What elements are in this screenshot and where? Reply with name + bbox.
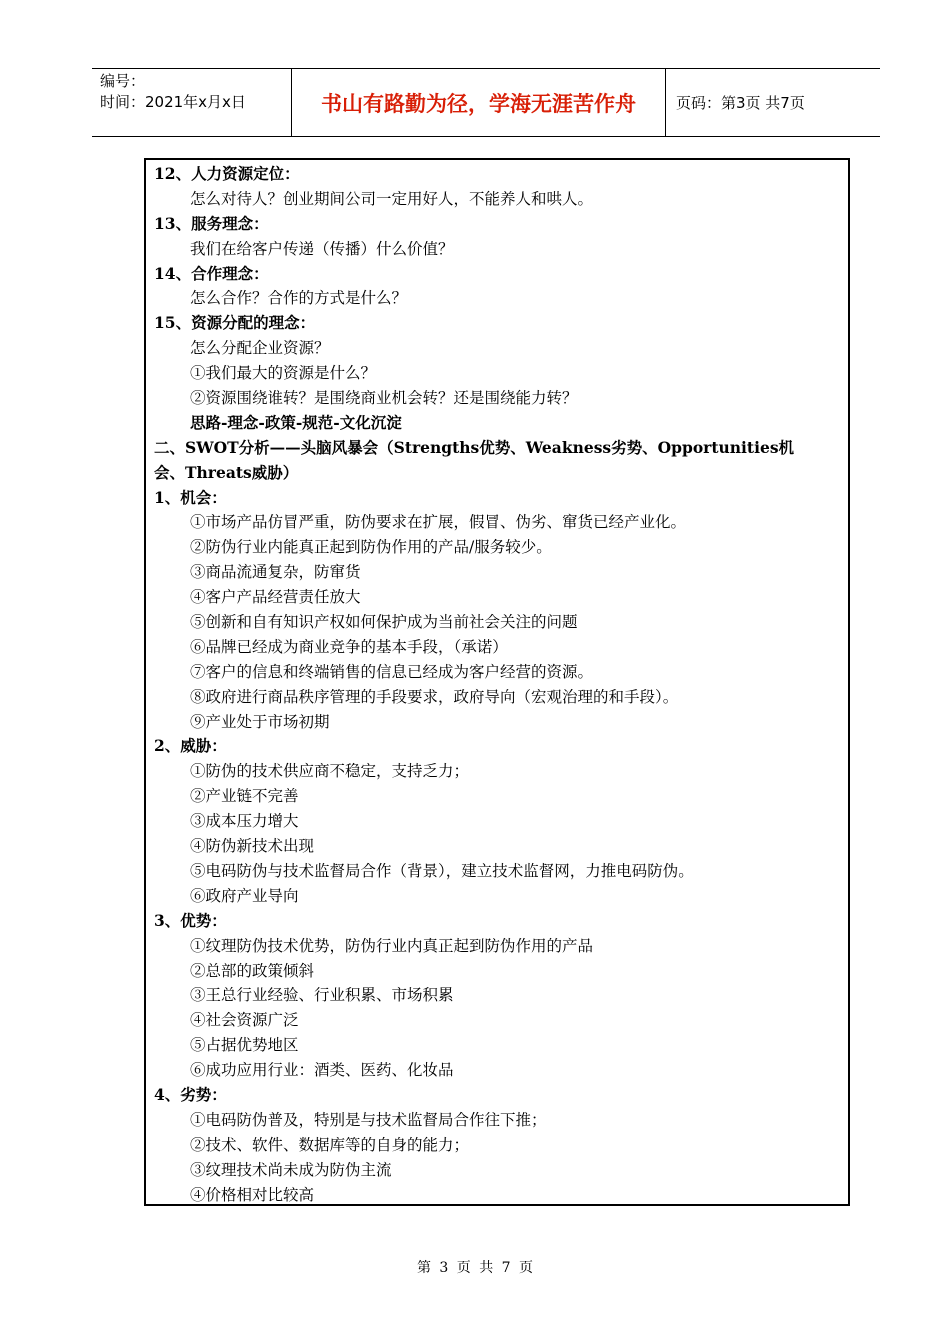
content-line: ①电码防伪普及，特别是与技术监督局合作往下推； [190, 1110, 547, 1129]
content-line: ⑧政府进行商品秩序管理的手段要求，政府导向（宏观治理的和手段）。 [190, 687, 679, 706]
header-number-label: 编号： [100, 72, 146, 90]
content-line: ②技术、软件、数据库等的自身的能力； [190, 1135, 470, 1154]
section-heading: 13、服务理念： [154, 213, 269, 233]
content-line: ③王总行业经验、行业积累、市场积累 [190, 986, 454, 1005]
section-heading: 14、合作理念： [154, 263, 269, 283]
section-heading: 1、机会： [154, 487, 227, 507]
section-heading: 4、劣势： [154, 1084, 227, 1104]
section-heading: 思路-理念-政策-规范-文化沉淀 [190, 412, 402, 432]
section-heading: 15、资源分配的理念： [154, 313, 316, 333]
header-page-info: 页码：第3页 共7页 [676, 94, 805, 112]
content-line: ④防伪新技术出现 [190, 837, 315, 856]
content-line: ④客户产品经营责任放大 [190, 588, 361, 607]
header-motto: 书山有路勤为径，学海无涯苦作舟 [292, 69, 666, 136]
content-line: ②防伪行业内能真正起到防伪作用的产品/服务较少。 [190, 538, 552, 557]
section-heading: 3、优势： [154, 910, 227, 930]
header-meta [92, 69, 292, 136]
content-line: ②总部的政策倾斜 [190, 961, 315, 980]
content-line: 怎么对待人？创业期间公司一定用好人，不能养人和哄人。 [190, 189, 594, 208]
content-line: ⑥成功应用行业：酒类、医药、化妆品 [190, 1061, 454, 1080]
page-header [92, 68, 880, 137]
content-line: ④社会资源广泛 [190, 1011, 299, 1030]
content-line: ①防伪的技术供应商不稳定，支持乏力； [190, 762, 470, 781]
section-heading: 12、人力资源定位： [154, 164, 300, 183]
content-line: ②资源围绕谁转？是围绕商业机会转？还是围绕能力转？ [190, 389, 578, 408]
content-line: ①市场产品仿冒严重，防伪要求在扩展，假冒、伪劣、窜货已经产业化。 [190, 513, 687, 532]
header-time-label: 时间：2021年x月x日 [100, 93, 246, 111]
content-line: ⑨产业处于市场初期 [190, 712, 330, 731]
content-line: ①纹理防伪技术优势，防伪行业内真正起到防伪作用的产品 [190, 936, 594, 955]
content-line: ④价格相对比较高 [190, 1185, 315, 1204]
content-line: ③纹理技术尚未成为防伪主流 [190, 1160, 392, 1179]
section-heading: 2、威胁： [154, 736, 227, 756]
content-line: ②产业链不完善 [190, 787, 299, 806]
content-line: ⑤电码防伪与技术监督局合作（背景），建立技术监督网，力推电码防伪。 [190, 861, 694, 880]
content-line: ⑤创新和自有知识产权如何保护成为当前社会关注的问题 [190, 613, 578, 632]
content-line: ⑦客户的信息和终端销售的信息已经成为客户经营的资源。 [190, 662, 594, 681]
content-line: ⑥品牌已经成为商业竞争的基本手段，（承诺） [190, 637, 508, 656]
content-line: ③商品流通复杂，防窜货 [190, 563, 361, 582]
content-line: ⑤占据优势地区 [190, 1036, 299, 1055]
page-footer: 第 3 页 共 7 页 [416, 1260, 534, 1276]
content-lines [154, 162, 844, 1207]
content-line: 我们在给客户传递（传播）什么价值？ [190, 239, 454, 258]
content-line: ①我们最大的资源是什么？ [190, 364, 377, 383]
content-line: ⑥政府产业导向 [190, 886, 299, 905]
content-line: 怎么合作？合作的方式是什么？ [190, 289, 408, 308]
content-frame [144, 158, 850, 1206]
content-line: ③成本压力增大 [190, 812, 299, 831]
section-heading: 会、Threats威胁） [154, 462, 299, 482]
section-heading: 二、SWOT分析——头脑风暴会（Strengths优势、Weakness劣势、Opportunities机 [154, 437, 795, 457]
content-line: 怎么分配企业资源？ [190, 339, 330, 358]
